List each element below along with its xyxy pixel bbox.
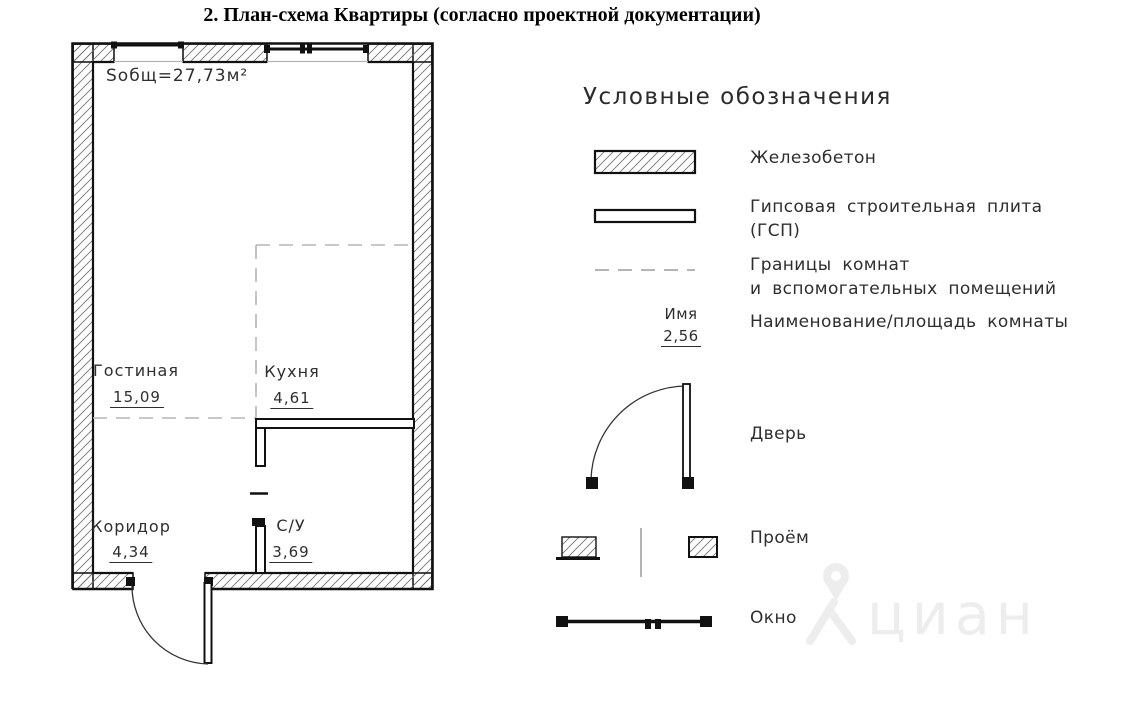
- room-name-kitchen: Кухня: [264, 362, 320, 381]
- opening-symbol: [556, 528, 717, 577]
- partition-upper: [256, 428, 265, 466]
- floor-plan: [73, 42, 433, 665]
- room-area-bathroom: 3,69: [269, 543, 312, 563]
- cian-watermark: [810, 563, 1039, 648]
- gypsum-board-symbol: [595, 210, 695, 222]
- legend-label-name-area: Наименование/площадь комнаты: [750, 312, 1069, 332]
- room-name-living: Гостиная: [93, 361, 179, 380]
- legend-symbols: [556, 151, 717, 629]
- entrance-door: [126, 577, 213, 664]
- room-name-corridor: Коридор: [91, 517, 171, 536]
- cian-watermark-text: циан: [867, 582, 1040, 648]
- door-jamb-left: [126, 577, 135, 586]
- inner-wall-edge: [93, 62, 413, 573]
- door-swing-arc: [132, 586, 208, 664]
- door-leaf: [205, 583, 212, 663]
- legend-label-door: Дверь: [750, 424, 807, 444]
- room-name-bathroom: С/У: [276, 516, 306, 535]
- partition-top: [256, 419, 414, 428]
- right-wall: [413, 44, 432, 589]
- legend-label-gypsum-line2: (ГСП): [750, 221, 801, 241]
- room-area-kitchen: 4,61: [270, 389, 313, 409]
- bathroom-door-jamb: [252, 518, 265, 526]
- top-wall-pier-2: [183, 44, 267, 62]
- left-wall: [73, 44, 93, 589]
- top-wall-pier-1: [73, 44, 114, 62]
- legend-label-gypsum-line1: Гипсовая строительная плита: [750, 197, 1043, 217]
- example-room-name: Имя: [664, 305, 698, 323]
- window-symbol: [556, 616, 712, 629]
- outer-wall-edge: [73, 44, 433, 590]
- legend-label-concrete: Железобетон: [750, 148, 877, 168]
- bottom-wall-right: [205, 573, 432, 589]
- room-area-living: 15,09: [110, 388, 164, 408]
- page-title: 2. План-схема Квартиры (согласно проектной документации): [203, 4, 761, 26]
- top-wall-pier-3: [368, 44, 432, 62]
- room-area-corridor: 4,34: [109, 543, 152, 563]
- bottom-wall-left: [73, 573, 133, 589]
- room-name-area-symbol: [652, 305, 710, 347]
- legend-heading: Условные обозначения: [583, 84, 892, 110]
- window-2: [264, 44, 369, 54]
- partition-lower: [256, 526, 265, 573]
- door-symbol: [586, 384, 694, 489]
- concrete-walls: [73, 44, 432, 589]
- cian-logo-icon: [810, 563, 852, 641]
- example-room-area: 2,56: [663, 327, 699, 345]
- legend-label-boundaries-line1: Границы комнат: [750, 255, 910, 275]
- legend-label-window: Окно: [750, 608, 797, 628]
- total-area-label: Sобщ=27,73м²: [106, 66, 249, 86]
- legend-label-boundaries-line2: и вспомогательных помещений: [750, 279, 1057, 299]
- legend-label-opening: Проём: [750, 528, 810, 548]
- reinforced-concrete-symbol: [595, 151, 695, 173]
